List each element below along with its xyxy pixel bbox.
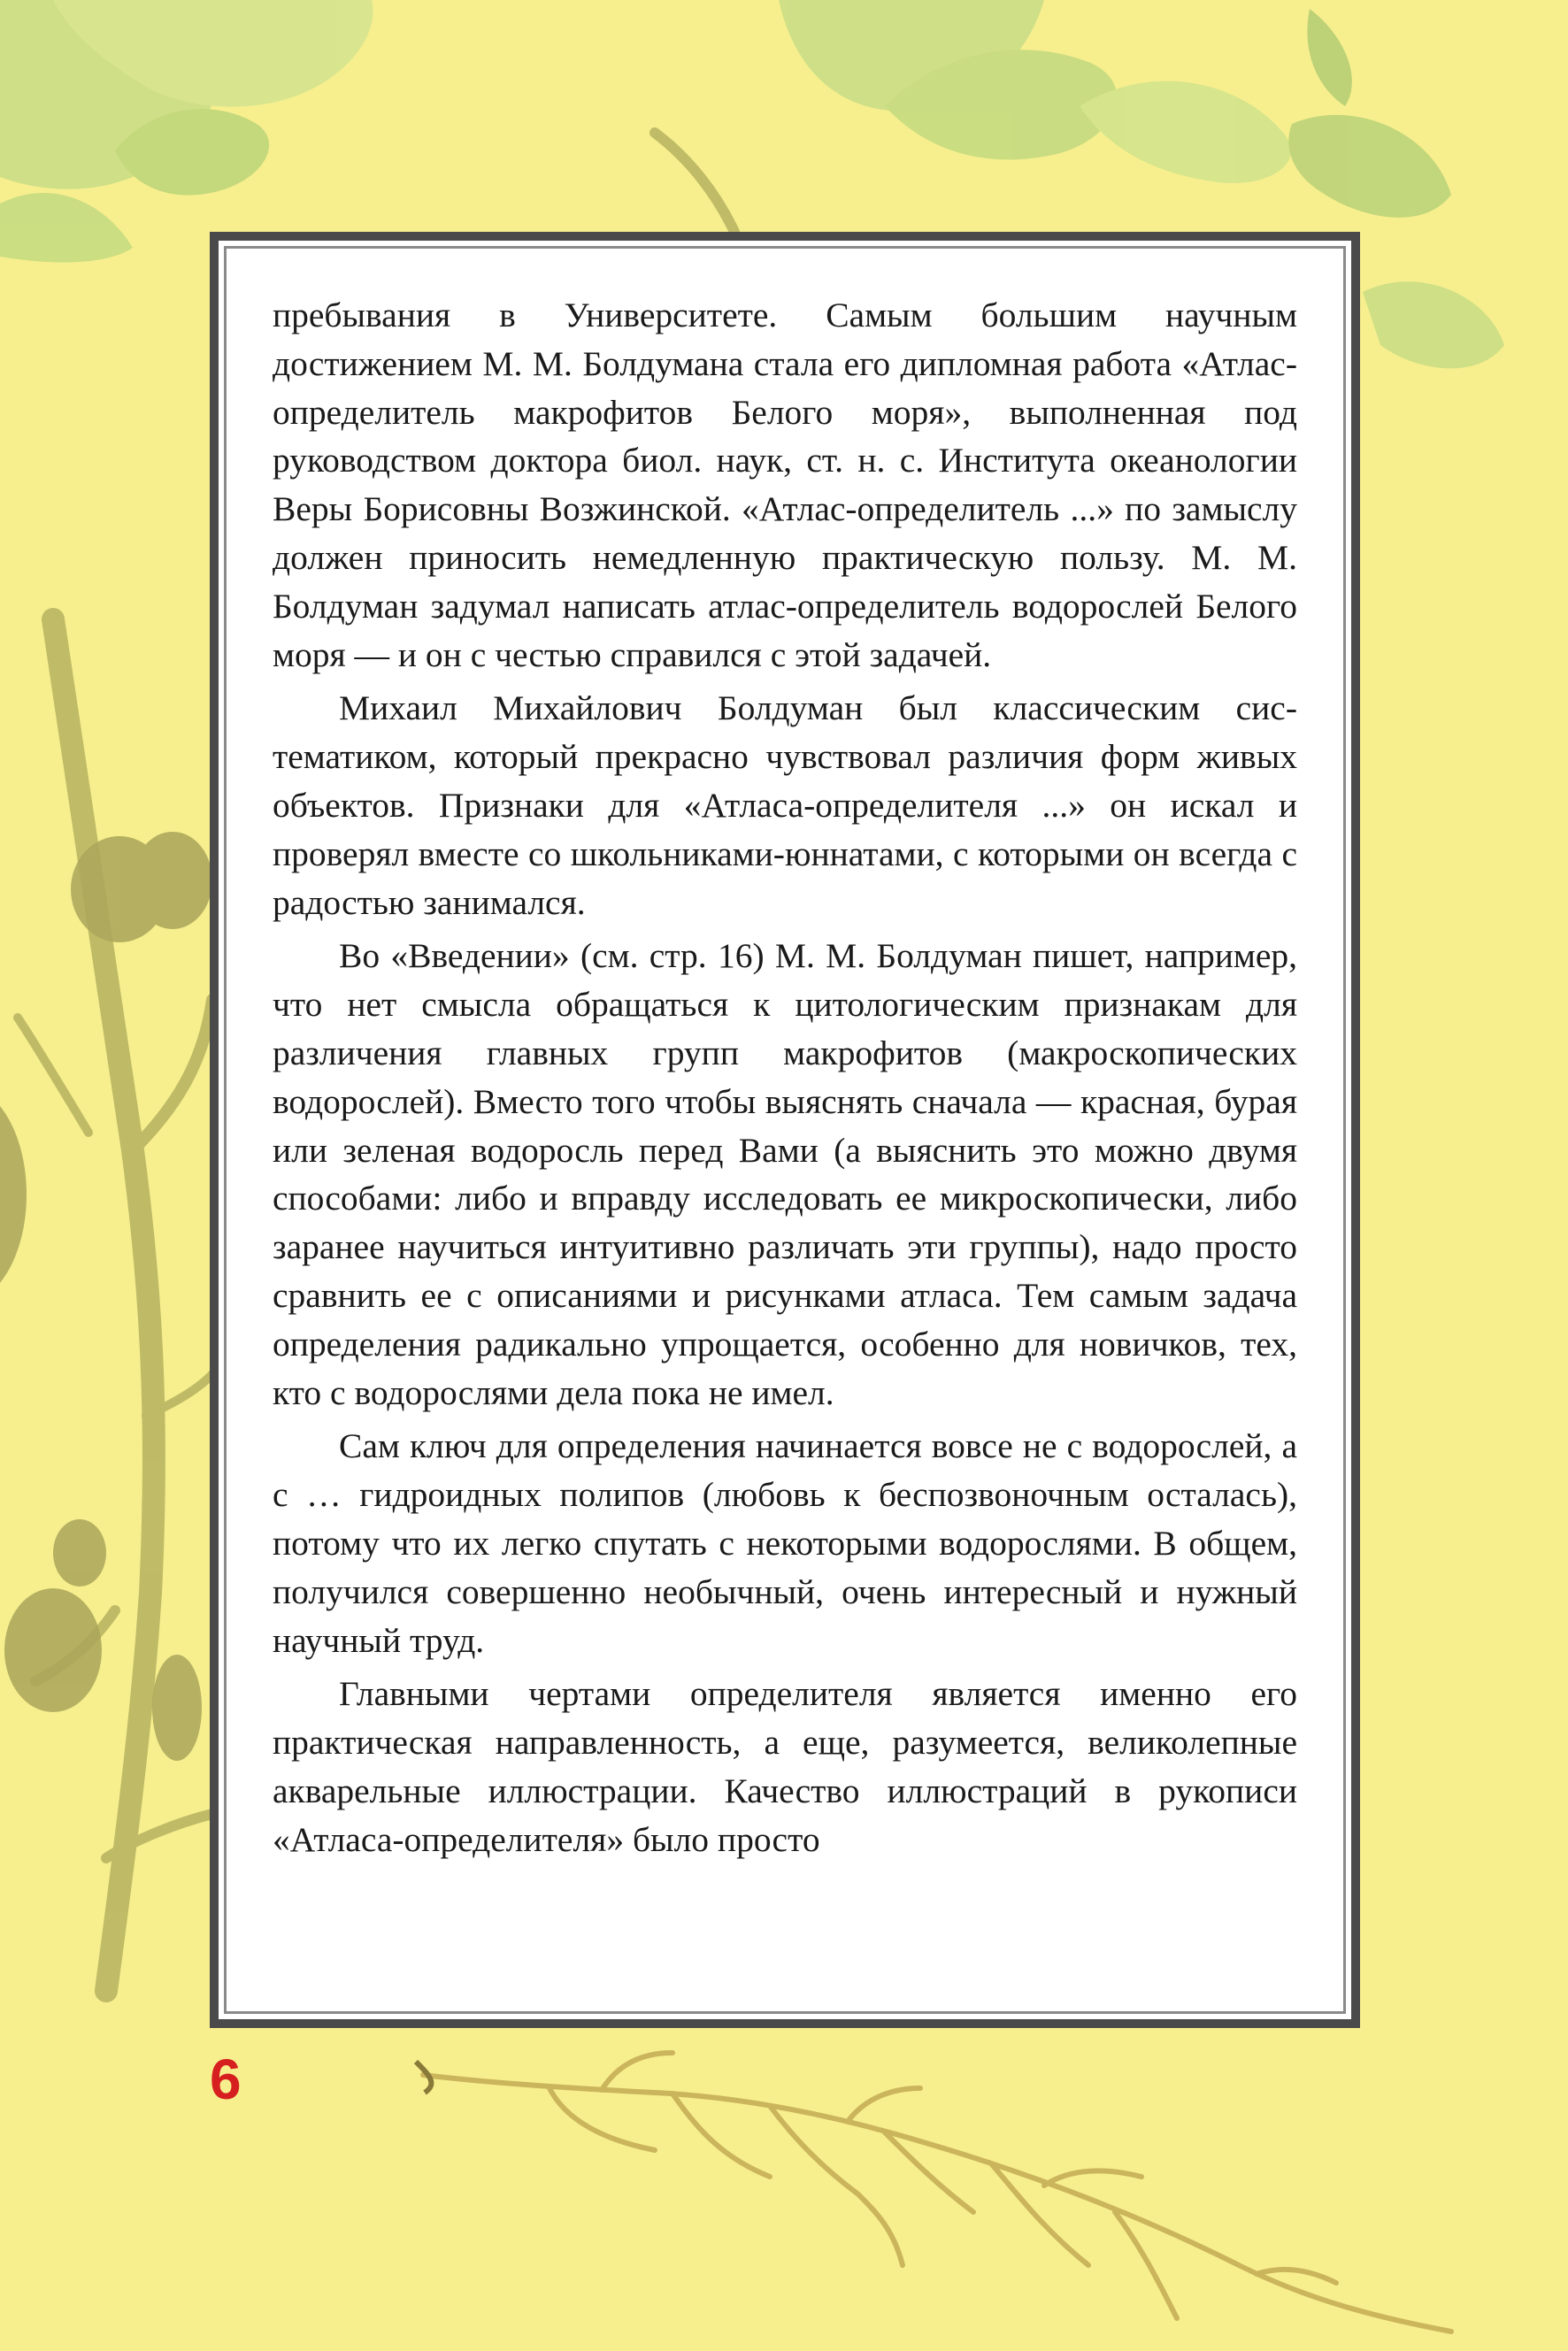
paragraph-5: Главными чертами определителя является именно его практическая направленность, а еще, разумеется, великолепные акварельные иллюстрации. Качество иллюстраций в рукописи «Атласа-определителя» было просто (273, 1674, 1297, 1859)
text-frame (210, 232, 1360, 2028)
paragraph-1: пребывания в Университете. Самым большим научным достижением М. М. Болдумана стала его дипломная работа «Атлас-определитель макрофитов Белого моря», выполненная под руководством доктора биол. наук, ст. н. с. Института океанологии Веры Борисовны Возжинской. «Атлас-определитель ...» по замыслу должен приносить немедленную практическую пользу. М. М. Болдуман задумал написать атлас-определитель водорослей Белого моря — и он с честью справился с этой задачей. (273, 296, 1297, 674)
paragraph-2: Михаил Михайлович Болдуман был классическим систематиком, который прекрасно чувствовал различия форм живых объектов. Признаки для «Атласа-определителя ...» он искал и проверял вместе со школьниками-юннатами, с которыми он всегда с радостью занимался. (273, 688, 1297, 922)
paragraph-4: Сам ключ для определения начинается вовсе не с водорослей, а с … гидроидных полипов (любовь к беспозвоночным осталась), потому что их легко спутать с некоторыми водорослями. В общем, получился совершенно необычный, очень интересный и нужный научный труд. (273, 1426, 1297, 1660)
paragraph-3: Во «Введении» (см. стр. 16) М. М. Болдуман пишет, например, что нет смысла обращаться к цитологическим признакам для различения главных групп макрофитов (макроскопических водорослей). Вместо того чтобы выяснять сначала — красная, бурая или зеленая водоросль перед Вами (а выяснить это можно двумя способами: либо и вправду исследовать ее микроскопически, либо заранее научиться интуитивно различать эти группы), надо просто сравнить ее с описаниями и рисунками атласа. Тем самым задача определения радикально упрощается, особенно для новичков, тех, кто с водорослями дела пока не имел. (273, 936, 1297, 1412)
page-number: 6 (210, 2048, 242, 2111)
text-frame-mat (219, 241, 1351, 2019)
branching-seaweed-bottom (423, 2053, 1451, 2332)
text-frame-content (224, 246, 1346, 2014)
article-body (273, 291, 1297, 1864)
